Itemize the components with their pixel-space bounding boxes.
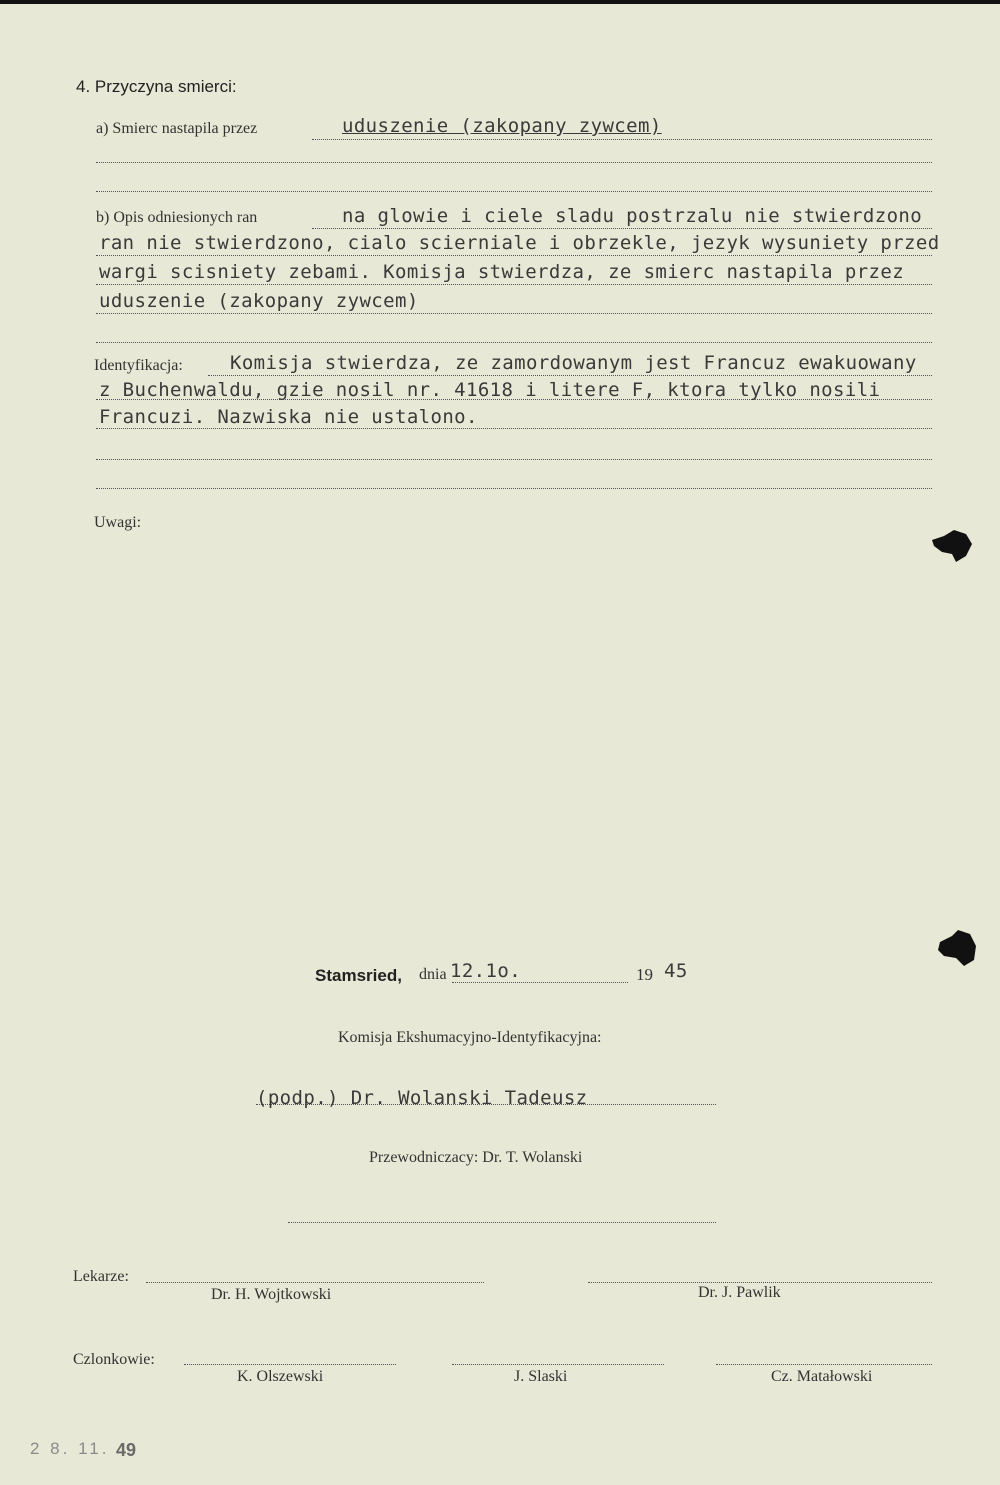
member-1-name: K. Olszewski (237, 1368, 324, 1385)
doctor-2-name: Dr. J. Pawlik (698, 1284, 781, 1301)
doctors-label: Lekarze: (73, 1268, 129, 1285)
wounds-dotted-line-2 (96, 255, 932, 256)
identification-line-1: Komisja stwierdza, ze zamordowanym jest Francuz ewakuowany (230, 352, 917, 374)
doctor-2-signature-line (588, 1282, 932, 1283)
identification-dotted-line-3 (96, 428, 932, 429)
archive-stamp-number: 49 (116, 1440, 137, 1460)
punch-hole-bottom-icon (934, 926, 980, 970)
wounds-dotted-line-1 (312, 228, 932, 229)
identification-dotted-line-1 (208, 375, 932, 376)
cause-label: a) Smierc nastapila przez (96, 120, 258, 137)
wounds-line-1: na glowie i ciele sladu postrzalu nie stwierdzono (342, 205, 923, 227)
member-3-name: Cz. Matałowski (771, 1368, 873, 1385)
member-2-signature-line (452, 1364, 664, 1365)
identification-label: Identyfikacja: (94, 357, 183, 374)
year-prefix: 19 (636, 965, 653, 984)
identification-line-2: z Buchenwaldu, gzie nosil nr. 41618 i litere F, ktora tylko nosili (99, 379, 881, 401)
doctor-1-signature-line (146, 1282, 484, 1283)
chairman: Przewodniczacy: Dr. T. Wolanski (369, 1149, 583, 1166)
doctor-1-name: Dr. H. Wojtkowski (211, 1286, 332, 1303)
cause-dotted-line (312, 139, 932, 140)
blank-line-3 (96, 342, 932, 343)
date-dotted-line (452, 982, 628, 983)
member-1-signature-line (184, 1364, 396, 1365)
punch-hole-top-icon (928, 526, 976, 566)
signed-text: (podp.) Dr. Wolanski Tadeusz (256, 1087, 588, 1109)
wounds-line-3: wargi scisniety zebami. Komisja stwierdza, ze smierc nastapila przez (99, 261, 905, 283)
blank-line-4 (96, 459, 932, 460)
chairman-signature-line (288, 1222, 716, 1223)
cause-value: uduszenie (zakopany zywcem) (342, 115, 662, 137)
member-3-signature-line (716, 1364, 932, 1365)
blank-line-2 (96, 191, 932, 192)
wounds-line-2: ran nie stwierdzono, cialo scierniale i obrzekle, jezyk wysuniety przed (99, 232, 940, 254)
remarks-label: Uwagi: (94, 514, 142, 531)
blank-line-1 (96, 162, 932, 163)
archive-stamp-date: 2 8. 11. (30, 1439, 110, 1458)
section-heading: 4. Przyczyna smierci: (76, 77, 237, 96)
year-suffix: 45 (664, 960, 688, 982)
wounds-label: b) Opis odniesionych ran (96, 209, 258, 226)
wounds-dotted-line-3 (96, 284, 932, 285)
member-2-name: J. Slaski (514, 1368, 568, 1385)
members-label: Czlonkowie: (73, 1351, 155, 1368)
place: Stamsried, (315, 966, 402, 985)
date-value: 12.1o. (450, 960, 522, 982)
identification-line-3: Francuzi. Nazwiska nie ustalono. (99, 406, 478, 428)
wounds-dotted-line-4 (96, 313, 932, 314)
wounds-line-4: uduszenie (zakopany zywcem) (99, 290, 419, 312)
blank-line-5 (96, 488, 932, 489)
commission-label: Komisja Ekshumacyjno-Identyfikacyjna: (338, 1029, 602, 1046)
date-label: dnia (419, 966, 447, 983)
